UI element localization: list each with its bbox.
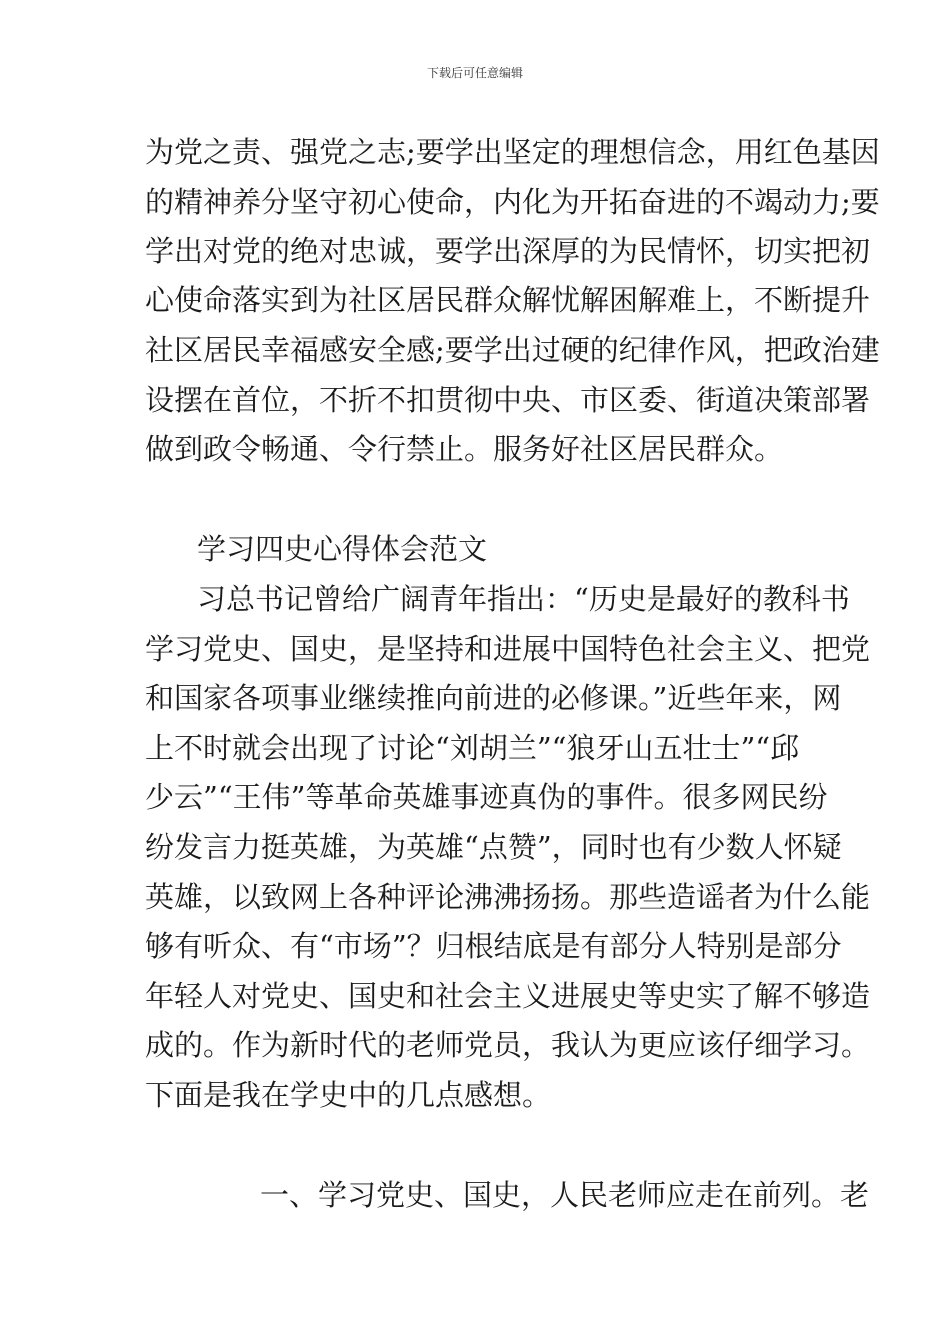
paragraph-line: 为党之责、强党之志;要学出坚定的理想信念，用红色基因 — [145, 135, 880, 169]
paragraph-line: 上不时就会出现了讨论“刘胡兰”“狼牙山五壮士”“邱 — [145, 731, 800, 765]
paragraph-line: 下面是我在学史中的几点感想。 — [145, 1078, 552, 1112]
paragraph-line: 够有听众、有“市场”？归根结底是有部分人特别是部分 — [145, 929, 842, 963]
paragraph-line: 和国家各项事业继续推向前进的必修课。”近些年来，网 — [145, 681, 842, 715]
paragraph-line: 纷发言力挺英雄，为英雄“点赞”，同时也有少数人怀疑 — [145, 830, 842, 864]
page-header: 下载后可任意编辑 — [426, 66, 523, 80]
paragraph-line: 学出对党的绝对忠诚，要学出深厚的为民情怀，切实把初 — [145, 234, 871, 268]
paragraph-line: 心使命落实到为社区居民群众解忧解困解难上，不断提升 — [145, 283, 871, 317]
paragraph-line: 学习党史、国史，是坚持和进展中国特色社会主义、把党 — [145, 632, 871, 666]
paragraph-line: 社区居民幸福感安全感;要学出过硬的纪律作风，把政治建 — [145, 333, 880, 367]
paragraph-line: 的精神养分坚守初心使命，内化为开拓奋进的不竭动力;要 — [145, 185, 880, 219]
paragraph-line: 成的。作为新时代的老师党员，我认为更应该仔细学习。 — [145, 1028, 871, 1062]
section-title: 学习四史心得体会范文 — [197, 532, 488, 566]
paragraph-line: 设摆在首位，不折不扣贯彻中央、市区委、街道决策部署 — [145, 383, 871, 417]
paragraph-line: 习总书记曾给广阔青年指出：“历史是最好的教科书 — [197, 582, 850, 616]
paragraph-line: 英雄，以致网上各种评论沸沸扬扬。那些造谣者为什么能 — [145, 880, 871, 914]
paragraph-line: 一、学习党史、国史，人民老师应走在前列。老 — [260, 1178, 870, 1212]
paragraph-line: 做到政令畅通、令行禁止。服务好社区居民群众。 — [145, 432, 784, 466]
paragraph-line: 少云”“王伟”等革命英雄事迹真伪的事件。很多网民纷 — [145, 780, 828, 814]
paragraph-line: 年轻人对党史、国史和社会主义进展史等史实了解不够造 — [145, 979, 871, 1013]
